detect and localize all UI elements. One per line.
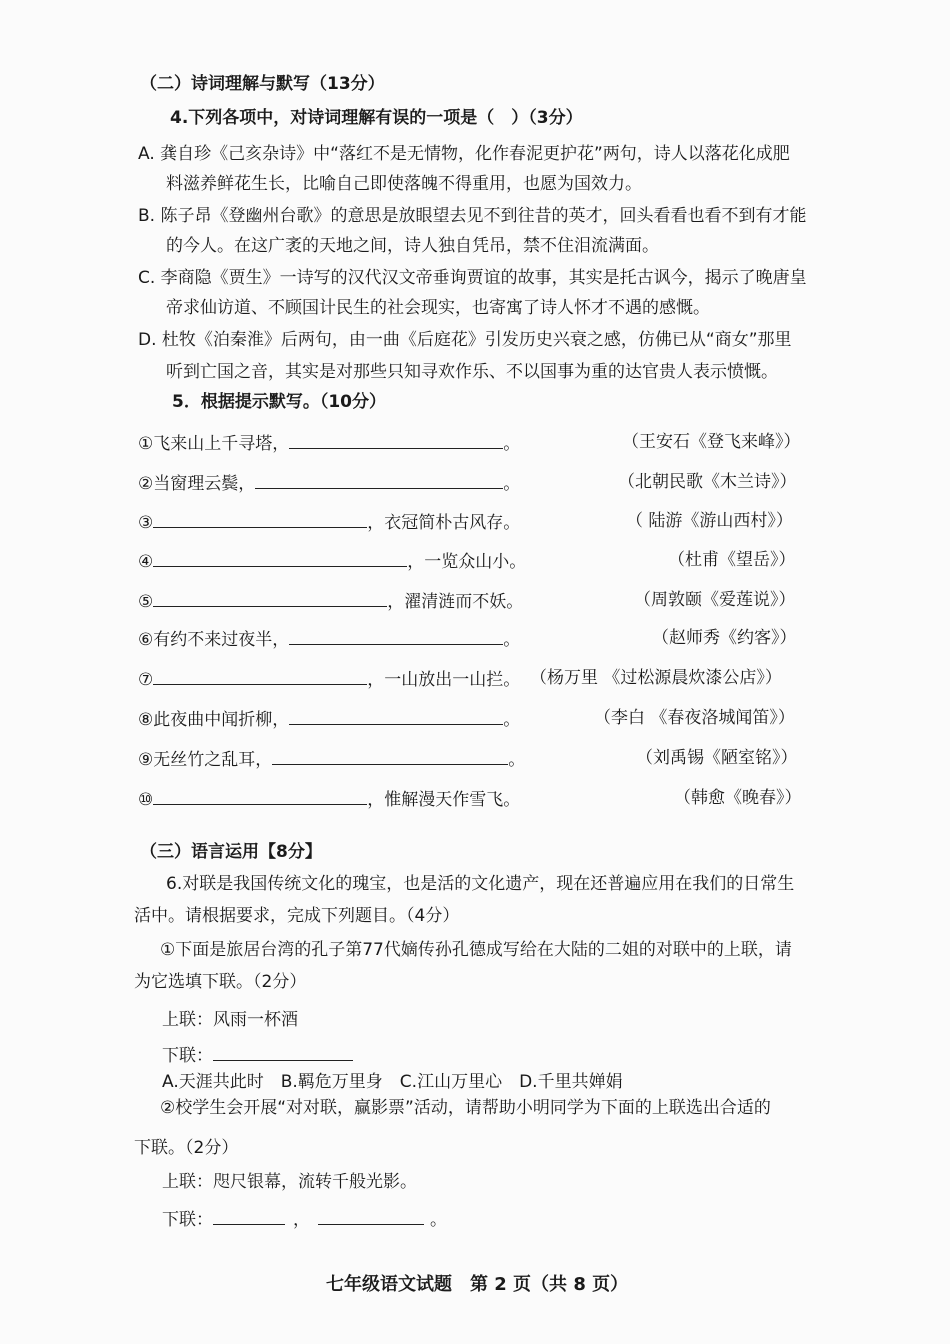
q5-item-9-pre: ⑨无丝竹之乱耳，: [138, 750, 273, 770]
q5-item-10-post: ，惟解漫天作雪飞。: [367, 790, 521, 810]
q5-item-9-blank[interactable]: [272, 746, 508, 765]
q5-item-10-pre: ⑩: [138, 790, 154, 810]
q5-item-3: [138, 509, 520, 535]
q4-option-b-line1: B. 陈子昂《登幽州台歌》的意思是放眼望去见不到往昔的英才，回头看看也看不到有才能: [138, 206, 807, 226]
q6-part1-lower-blank[interactable]: [213, 1042, 353, 1061]
q4-option-c-line1: C. 李商隐《贾生》一诗写的汉代汉文帝垂询贾谊的故事，其实是托古讽今，揭示了晚唐皇: [138, 268, 807, 288]
q5-item-6-source: （赵师秀《约客》）: [652, 628, 797, 648]
section3-title: （三）语言运用【8分】: [140, 842, 322, 862]
q5-item-8-pre: ⑧此夜曲中闻折柳，: [138, 710, 290, 730]
q5-item-7-blank[interactable]: [153, 666, 367, 685]
q5-item-9: [138, 746, 525, 772]
q5-item-7-pre: ⑦: [138, 670, 154, 690]
section2-title: （二）诗词理解与默写（13分）: [140, 74, 385, 94]
q5-item-2-source: （北朝民歌《木兰诗》）: [618, 472, 797, 492]
q5-item-5-source: （周敦颐《爱莲说》）: [634, 590, 796, 610]
q5-item-5: [138, 588, 523, 614]
q5-item-6-blank[interactable]: [289, 626, 503, 645]
q4-option-b-line2: 的今人。在这广袤的天地之间，诗人独自凭吊，禁不住泪流满面。: [166, 236, 659, 256]
q5-item-4-source: （杜甫《望岳》）: [668, 550, 796, 570]
q5-item-8: [138, 706, 520, 732]
q5-item-5-post: ，濯清涟而不妖。: [387, 592, 524, 612]
q6-part2-upper: 上联：咫尺银幕，流转千般光影。: [162, 1172, 417, 1192]
q5-item-6: [138, 626, 520, 652]
q6-part1-lower-label: 下联：: [162, 1046, 213, 1066]
q6-stem-line2: 活中。请根据要求，完成下列题目。（4分）: [134, 906, 460, 926]
q6-part1-lower: [162, 1042, 353, 1068]
q4-option-c-line2: 帝求仙访道、不顾国计民生的社会现实，也寄寓了诗人怀才不遇的感慨。: [166, 298, 710, 318]
q5-stem: 5．根据提示默写。（10分）: [172, 392, 386, 412]
q5-item-7-source: （杨万里 《过松源晨炊漆公店》）: [530, 668, 782, 688]
q4-stem: 4.下列各项中，对诗词理解有误的一项是（ ）（3分）: [170, 108, 583, 128]
q5-item-2-pre: ②当窗理云鬓，: [138, 474, 256, 494]
q5-item-1-pre: ①飞来山上千寻塔，: [138, 434, 290, 454]
q5-item-10-blank[interactable]: [153, 786, 367, 805]
q5-item-5-pre: ⑤: [138, 592, 154, 612]
q5-item-2: [138, 470, 520, 496]
q4-option-d-line1: D. 杜牧《泊秦淮》后两句，由一曲《后庭花》引发历史兴衰之感，仿佛已从“商女”那里: [138, 330, 792, 350]
q5-item-1: [138, 430, 520, 456]
q5-item-7: [138, 666, 520, 692]
q4-option-d-line2: 听到亡国之音，其实是对那些只知寻欢作乐、不以国事为重的达官贵人表示愤慨。: [166, 362, 778, 382]
q6-part2-line1: ②校学生会开展“对对联，赢影票”活动，请帮助小明同学为下面的上联选出合适的: [160, 1098, 771, 1118]
q6-stem-line1: 6.对联是我国传统文化的瑰宝，也是活的文化遗产，现在还普遍应用在我们的日常生: [166, 874, 795, 894]
q5-item-3-pre: ③: [138, 513, 154, 533]
q5-item-4-post: ，一览众山小。: [407, 552, 527, 572]
q6-part1-line2: 为它选填下联。（2分）: [134, 972, 307, 992]
q5-item-9-post: 。: [508, 750, 526, 770]
q6-part1-choices: A.天涯共此时 B.羁危万里身 C.江山万里心 D.千里共婵娟: [162, 1072, 623, 1092]
q5-item-8-source: （李白 《春夜洛城闻笛》）: [594, 708, 795, 728]
q6-part2-sep: ，: [293, 1210, 310, 1230]
q5-item-6-pre: ⑥有约不来过夜半，: [138, 630, 290, 650]
q4-option-a-line2: 料滋养鲜花生长，比喻自己即使落魄不得重用，也愿为国效力。: [166, 174, 642, 194]
q5-item-3-post: ，衣冠简朴古风存。: [367, 513, 521, 533]
q6-part2-end: 。: [430, 1210, 447, 1230]
q5-item-3-source: （ 陆游《游山西村》）: [626, 511, 793, 531]
q5-item-1-source: （王安石《登飞来峰》）: [622, 432, 801, 452]
q5-item-5-blank[interactable]: [153, 588, 387, 607]
q6-part1-upper: 上联：风雨一杯酒: [162, 1010, 298, 1030]
q5-item-2-post: 。: [503, 474, 521, 494]
q6-part2-lower-blank-1[interactable]: [213, 1206, 285, 1225]
q6-part2-lower: [162, 1206, 447, 1232]
q5-item-4: [138, 548, 526, 574]
q6-part2-lower-label: 下联：: [162, 1210, 213, 1230]
q6-part2-line2: 下联。（2分）: [134, 1138, 239, 1158]
q5-item-1-blank[interactable]: [289, 430, 503, 449]
q5-item-3-blank[interactable]: [153, 509, 367, 528]
q5-item-10-source: （韩愈《晚春》）: [674, 788, 802, 808]
page-footer: 七年级语文试题 第 2 页（共 8 页）: [326, 1274, 629, 1295]
q5-item-7-post: ，一山放出一山拦。: [367, 670, 521, 690]
q4-option-a-line1: A. 龚自珍《己亥杂诗》中“落红不是无情物，化作春泥更护花”两句，诗人以落花化成肥: [138, 144, 790, 164]
q6-part2-lower-blank-2[interactable]: [318, 1206, 424, 1225]
q5-item-4-pre: ④: [138, 552, 154, 572]
q5-item-9-source: （刘禹锡《陋室铭》）: [636, 748, 798, 768]
q6-part1-line1: ①下面是旅居台湾的孔子第77代嫡传孙孔德成写给在大陆的二姐的对联中的上联，请: [160, 940, 792, 960]
q5-item-8-post: 。: [503, 710, 521, 730]
q5-item-6-post: 。: [503, 630, 521, 650]
q5-item-1-post: 。: [503, 434, 521, 454]
q5-item-10: [138, 786, 520, 812]
q5-item-8-blank[interactable]: [289, 706, 503, 725]
q5-item-2-blank[interactable]: [255, 470, 503, 489]
q5-item-4-blank[interactable]: [153, 548, 407, 567]
